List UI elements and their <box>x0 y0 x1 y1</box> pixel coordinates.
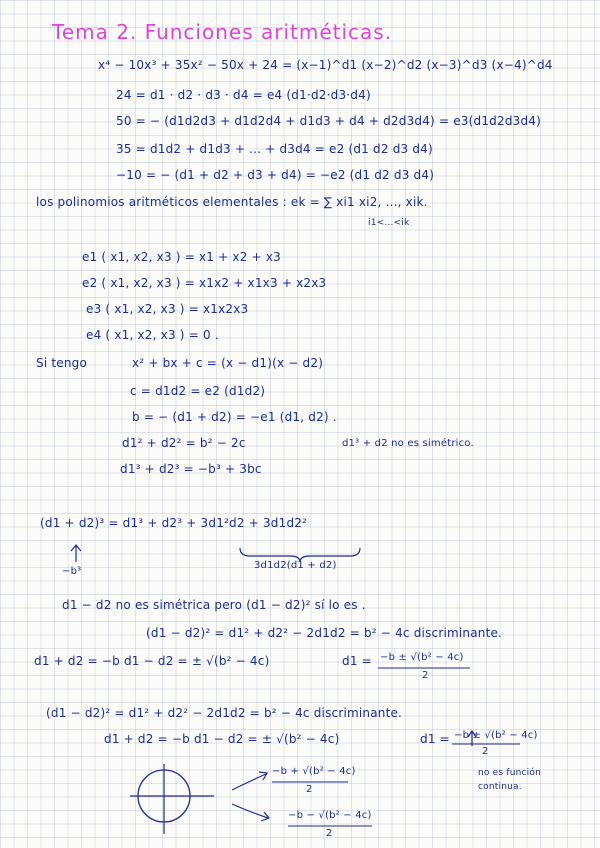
not-continuous-note-line1: no es función <box>478 768 541 778</box>
root-numerator: −b ± √(b² − 4c) <box>380 652 464 663</box>
equation-24: 24 = d1 · d2 · d3 · d4 = e4 (d1·d2·d3·d4) <box>116 88 371 102</box>
elementary-polynomials-definition: los polinomios aritméticos elementales : ek = ∑ xi1 xi2, ..., xik. <box>36 195 428 209</box>
equation-minus-10: −10 = − (d1 + d2 + d3 + d4) = −e2 (d1 d2 d3 d4) <box>116 168 435 182</box>
root-label-2: d1 = <box>420 732 450 746</box>
minus-root-numerator: −b − √(b² − 4c) <box>288 810 372 821</box>
minus-root-denominator: 2 <box>326 828 333 839</box>
sum-of-cubes-equation: d1³ + d2³ = −b³ + 3bc <box>120 462 262 476</box>
sum-of-squares-equation: d1² + d2² = b² − 2c <box>122 436 246 450</box>
sum-and-difference-equations: d1 + d2 = −b d1 − d2 = ± √(b² − 4c) <box>34 654 270 668</box>
polynomial-factorization: x⁴ − 10x³ + 35x² − 50x + 24 = (x−1)^d1 (x−2)^d2 (x−3)^d3 (x−4)^d4 <box>98 58 553 72</box>
b-equation: b = − (d1 + d2) = −e1 (d1, d2) . <box>132 410 337 424</box>
page-title: Tema 2. Funciones aritméticas. <box>52 20 393 44</box>
root-denominator: 2 <box>422 670 429 681</box>
e4-definition: e4 ( x1, x2, x3 ) = 0 . <box>86 328 219 342</box>
e3-definition: e3 ( x1, x2, x3 ) = x1x2x3 <box>86 302 249 316</box>
e2-definition: e2 ( x1, x2, x3 ) = x1x2 + x1x3 + x2x3 <box>82 276 327 290</box>
cube-not-symmetric-note: d1³ + d2 no es simétrico. <box>342 438 474 449</box>
equation-35: 35 = d1d2 + d1d3 + ... + d3d4 = e2 (d1 d2 d3 d4) <box>116 142 433 156</box>
root-numerator-2: −b ± √(b² − 4c) <box>454 730 538 741</box>
cross-term-factor: 3d1d2(d1 + d2) <box>254 560 337 571</box>
sum-index-range: i1<...<ik <box>368 218 410 228</box>
equation-50: 50 = − (d1d2d3 + d1d2d4 + d1d3 + d4 + d2d3d4) = e3(d1d2d3d4) <box>116 114 542 128</box>
minus-b-cubed-label: −b³ <box>62 566 82 577</box>
plus-root-numerator: −b + √(b² − 4c) <box>272 766 356 777</box>
si-tengo-label: Si tengo <box>36 356 88 370</box>
c-equation: c = d1d2 = e2 (d1d2) <box>130 384 266 398</box>
difference-squared-equation: (d1 − d2)² = d1² + d2² − 2d1d2 = b² − 4c discriminante. <box>146 626 503 640</box>
sum-and-difference-equations-2: d1 + d2 = −b d1 − d2 = ± √(b² − 4c) <box>104 732 340 746</box>
root-label: d1 = <box>342 654 372 668</box>
cube-expansion: (d1 + d2)³ = d1³ + d2³ + 3d1²d2 + 3d1d2² <box>40 516 308 530</box>
quadratic-factorization: x² + bx + c = (x − d1)(x − d2) <box>132 356 324 370</box>
e1-definition: e1 ( x1, x2, x3 ) = x1 + x2 + x3 <box>82 250 281 264</box>
not-continuous-note-line2: continua. <box>478 782 522 792</box>
difference-not-symmetric-note: d1 − d2 no es simétrica pero (d1 − d2)² sí lo es . <box>62 598 366 612</box>
circle-axes-sketch <box>128 762 218 838</box>
plus-root-denominator: 2 <box>306 784 313 795</box>
root-denominator-2: 2 <box>482 746 489 757</box>
difference-squared-equation-2: (d1 − d2)² = d1² + d2² − 2d1d2 = b² − 4c discriminante. <box>46 706 403 720</box>
